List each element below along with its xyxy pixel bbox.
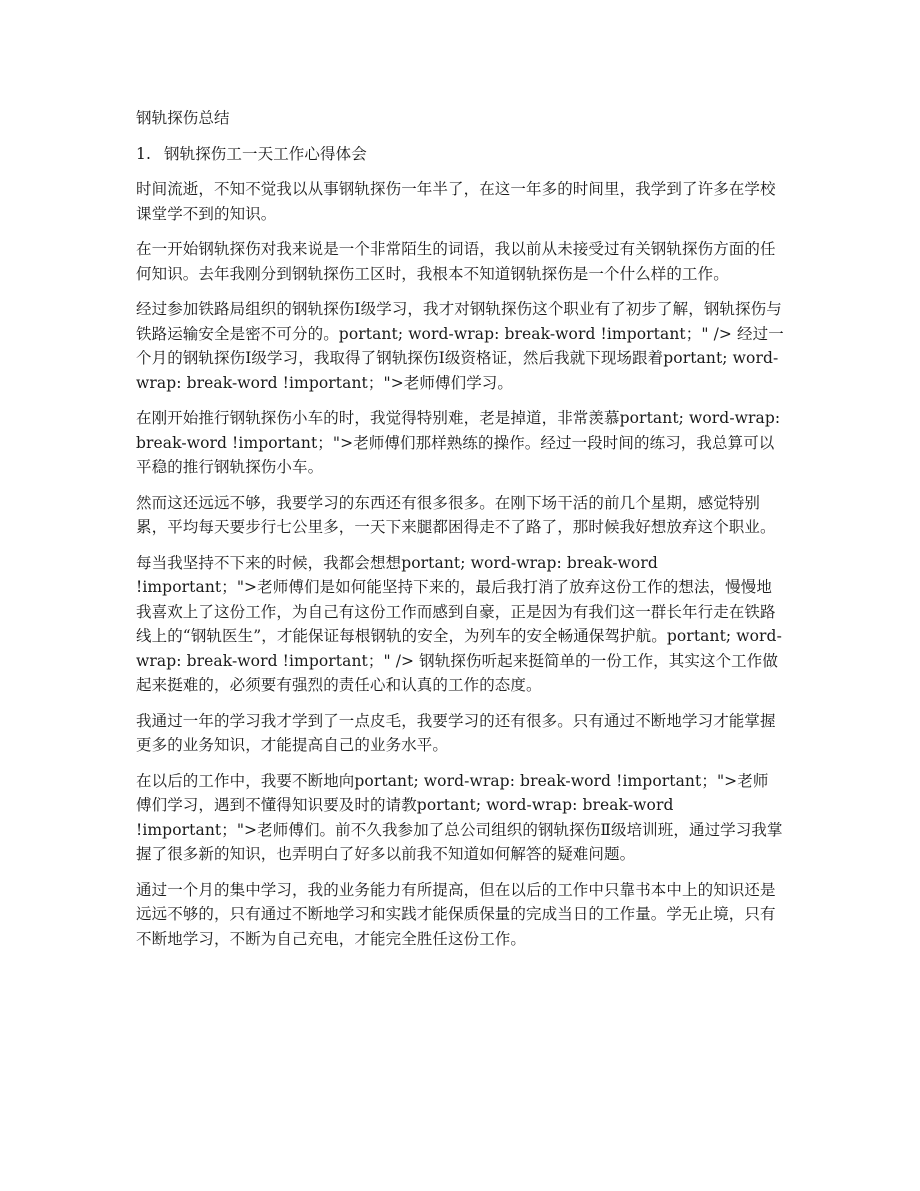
paragraph: 通过一个月的集中学习，我的业务能力有所提高，但在以后的工作中只靠书本中上的知识还是远远不够的，只有通过不断地学习和实践才能保质保量的完成当日的工作量。学无止境，只有不断地学习，不断为自己充电，才能完全胜任这份工作。: [136, 880, 776, 948]
section-heading: [136, 142, 784, 167]
document-title: 钢轨探伤总结: [136, 109, 230, 127]
paragraph: 在刚开始推行钢轨探伤小车的时，我觉得特别难，老是掉道，非常羡慕portant; word-wrap: break-word !important；">老师傅们那样熟练的操作。经过一段时间的练习，我总算可以平稳的推行钢轨探伤小车。: [136, 409, 781, 476]
section-number: 1.: [136, 144, 151, 163]
paragraph: 每当我坚持不下来的时候，我都会想想portant; word-wrap: break-word !important；">老师傅们是如何能坚持下来的，最后我打消了放弃这份工作的想法，慢慢地我喜欢上了这份工作，为自己有这份工作而感到自豪，正是因为有我们这一群长年行走在铁路线上的“钢轨医生”，才能保证每根钢轨的安全，为列车的安全畅通保驾护航。portant; word-wrap: break-word !important；" /> 钢轨探伤听起来挺简单的一份工作，其实这个工作做起来挺难的，必须要有强烈的责任心和认真的工作的态度。: [136, 553, 782, 694]
section-heading-text: 钢轨探伤工一天工作心得体会: [164, 144, 367, 163]
paragraph: 我通过一年的学习我才学到了一点皮毛，我要学习的还有很多。只有通过不断地学习才能掌握更多的业务知识，才能提高自己的业务水平。: [136, 711, 776, 754]
paragraph: 在以后的工作中，我要不断地向portant; word-wrap: break-word !important；">老师傅们学习，遇到不懂得知识要及时的请教portant; word-wrap: break-word !important；">老师傅们。前不久我参加了总公司组织的钢轨探伤Ⅱ级培训班，通过学习我掌握了很多新的知识，也弄明白了好多以前我不知道如何解答的疑难问题。: [136, 771, 783, 863]
paragraph: 然而这还远远不够，我要学习的东西还有很多很多。在刚下场干活的前几个星期，感觉特别累，平均每天要步行七公里多，一天下来腿都困得走不了路了，那时候我好想放弃这个职业。: [136, 493, 776, 536]
paragraph: 时间流逝，不知不觉我以从事钢轨探伤一年半了，在这一年多的时间里，我学到了许多在学校课堂学不到的知识。: [136, 180, 776, 223]
document-body: [136, 106, 784, 962]
paragraph: 在一开始钢轨探伤对我来说是一个非常陌生的词语，我以前从未接受过有关钢轨探伤方面的任何知识。去年我刚分到钢轨探伤工区时，我根本不知道钢轨探伤是一个什么样的工作。: [136, 240, 776, 283]
paragraph: 经过参加铁路局组织的钢轨探伤Ⅰ级学习，我才对钢轨探伤这个职业有了初步了解，钢轨探伤与铁路运输安全是密不可分的。portant; word-wrap: break-word !important；" /> 经过一个月的钢轨探伤Ⅰ级学习，我取得了钢轨探伤Ⅰ级资格证，然后我就下现场跟着portant; word-wrap: break-word !important；">老师傅们学习。: [136, 300, 784, 392]
